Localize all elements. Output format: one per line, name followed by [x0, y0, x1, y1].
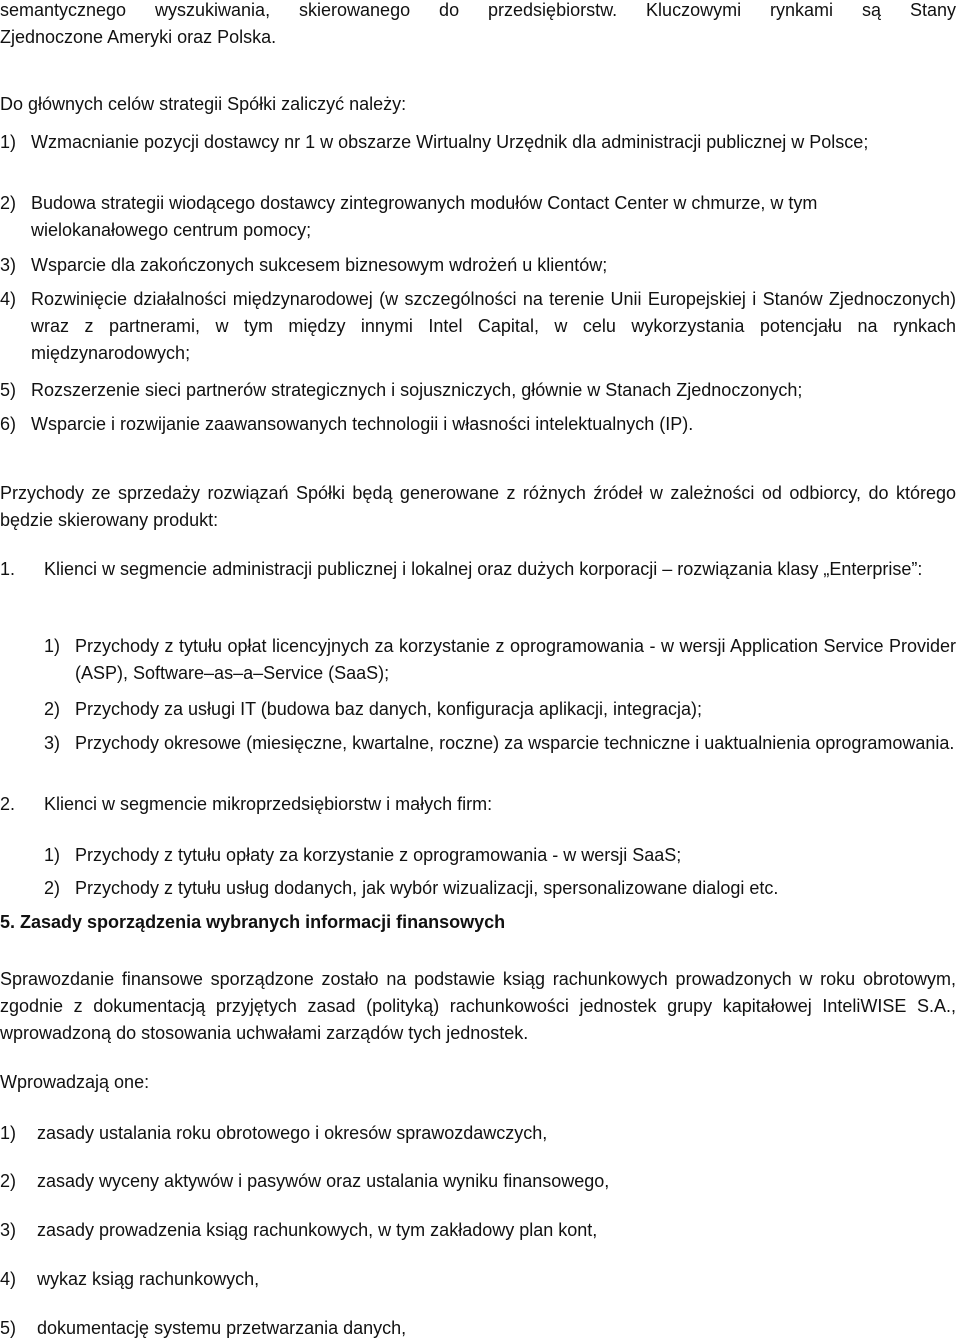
goal-text-5: Rozszerzenie sieci partnerów strategicznych i sojuszniczych, głównie w Stanach Zjednoczonych;	[31, 380, 803, 400]
goal-item-5	[0, 377, 956, 404]
rules-item-3	[0, 1217, 956, 1244]
goal-num-3: 3)	[0, 255, 17, 275]
goal-item-1	[0, 129, 956, 156]
rules-item-2	[0, 1168, 956, 1195]
revenue-intro: Przychody ze sprzedaży rozwiązań Spółki będą generowane z różnych źródeł w zależności od odbiorcy, do którego będzie skierowany produkt:	[0, 483, 956, 530]
goal-item-2	[0, 190, 956, 244]
rules-num-3: 3)	[0, 1220, 17, 1240]
goal-text-3: Wsparcie dla zakończonych sukcesem biznesowym wdrożeń u klientów;	[31, 255, 608, 275]
segment-2	[0, 791, 956, 818]
rules-num-5: 5)	[0, 1318, 17, 1338]
segment-2-item-1-text: Przychody z tytułu opłaty za korzystanie z oprogramowania - w wersji SaaS;	[75, 845, 682, 865]
segment-1-item-1	[44, 633, 956, 687]
rules-text-5: dokumentację systemu przetwarzania danych,	[37, 1318, 407, 1338]
rules-text-1: zasady ustalania roku obrotowego i okresów sprawozdawczych,	[37, 1123, 548, 1143]
goal-num-1: 1)	[0, 132, 17, 152]
rules-item-4	[0, 1266, 956, 1293]
rules-text-3: zasady prowadzenia ksiąg rachunkowych, w tym zakładowy plan kont,	[37, 1220, 598, 1240]
segment-2-item-2-num: 2)	[44, 878, 61, 898]
section-5-paragraph: Sprawozdanie finansowe sporządzone zostało na podstawie ksiąg rachunkowych prowadzonych w roku obrotowym, zgodnie z dokumentacją przyjętych zasad (polityką) rachunkowości jednostek grupy kapitałowej InteliWISE S.A., wprowadzoną do stosowania uchwałami zarządów tych jednostek.	[0, 969, 956, 1043]
segment-1-item-3	[44, 730, 956, 757]
goal-num-4: 4)	[0, 289, 17, 309]
goal-text-4: Rozwinięcie działalności międzynarodowej (w szczególności na terenie Unii Europejskiej i Stanów Zjednoczonych) wraz z partnerami, w tym między innymi Intel Capital, w celu wykorzystania potencjału na rynkach międzynarodowych;	[31, 289, 956, 363]
segment-1-num: 1.	[0, 559, 16, 579]
rules-item-5	[0, 1315, 956, 1342]
segment-2-item-1-num: 1)	[44, 845, 61, 865]
segment-1	[0, 556, 956, 583]
segment-1-item-1-num: 1)	[44, 636, 61, 656]
segment-1-item-3-num: 3)	[44, 733, 61, 753]
section-5-intro: Wprowadzają one:	[0, 1072, 150, 1092]
goal-text-6: Wsparcie i rozwijanie zaawansowanych technologii i własności intelektualnych (IP).	[31, 414, 694, 434]
segment-1-text: Klienci w segmencie administracji publicznej i lokalnej oraz dużych korporacji – rozwiązania klasy „Enterprise”:	[44, 559, 923, 579]
segment-1-item-2-num: 2)	[44, 699, 61, 719]
goal-num-2: 2)	[0, 193, 17, 213]
segment-2-item-1	[44, 842, 956, 869]
segment-2-text: Klienci w segmencie mikroprzedsiębiorstw i małych firm:	[44, 794, 493, 814]
section-5-heading: 5. Zasady sporządzenia wybranych informacji finansowych	[0, 912, 506, 932]
segment-2-num: 2.	[0, 794, 16, 814]
goal-num-5: 5)	[0, 380, 17, 400]
intro-line-2: Zjednoczone Ameryki oraz Polska.	[0, 27, 277, 47]
goal-item-3	[0, 252, 956, 279]
goal-item-4	[0, 286, 956, 367]
segment-1-item-2-text: Przychody za usługi IT (budowa baz danych, konfiguracja aplikacji, integracja);	[75, 699, 702, 719]
rules-num-2: 2)	[0, 1171, 17, 1191]
segment-1-item-2	[44, 696, 956, 723]
segment-2-item-2-text: Przychody z tytułu usług dodanych, jak wybór wizualizacji, spersonalizowane dialogi etc.	[75, 878, 779, 898]
rules-text-4: wykaz ksiąg rachunkowych,	[37, 1269, 260, 1289]
segment-2-item-2	[44, 875, 956, 902]
goals-heading: Do głównych celów strategii Spółki zaliczyć należy:	[0, 94, 407, 114]
rules-text-2: zasady wyceny aktywów i pasywów oraz ustalania wyniku finansowego,	[37, 1171, 610, 1191]
segment-1-item-3-text: Przychody okresowe (miesięczne, kwartalne, roczne) za wsparcie techniczne i uaktualnienia oprogramowania.	[75, 733, 955, 753]
rules-num-1: 1)	[0, 1123, 17, 1143]
goal-text-2: Budowa strategii wiodącego dostawcy zintegrowanych modułów Contact Center w chmurze, w tym wielokanałowego centrum pomocy;	[31, 193, 818, 240]
rules-item-1	[0, 1120, 956, 1147]
goal-text-1: Wzmacnianie pozycji dostawcy nr 1 w obszarze Wirtualny Urzędnik dla administracji publicznej w Polsce;	[31, 132, 869, 152]
goal-item-6	[0, 411, 956, 438]
segment-1-item-1-text: Przychody z tytułu opłat licencyjnych za korzystanie z oprogramowania - w wersji Application Service Provider (ASP), Software–as–a–Service (SaaS);	[75, 636, 956, 683]
goal-num-6: 6)	[0, 414, 17, 434]
rules-num-4: 4)	[0, 1269, 17, 1289]
intro-line-1: semantycznego wyszukiwania, skierowanego do przedsiębiorstw. Kluczowymi rynkami są Stany	[0, 0, 956, 20]
